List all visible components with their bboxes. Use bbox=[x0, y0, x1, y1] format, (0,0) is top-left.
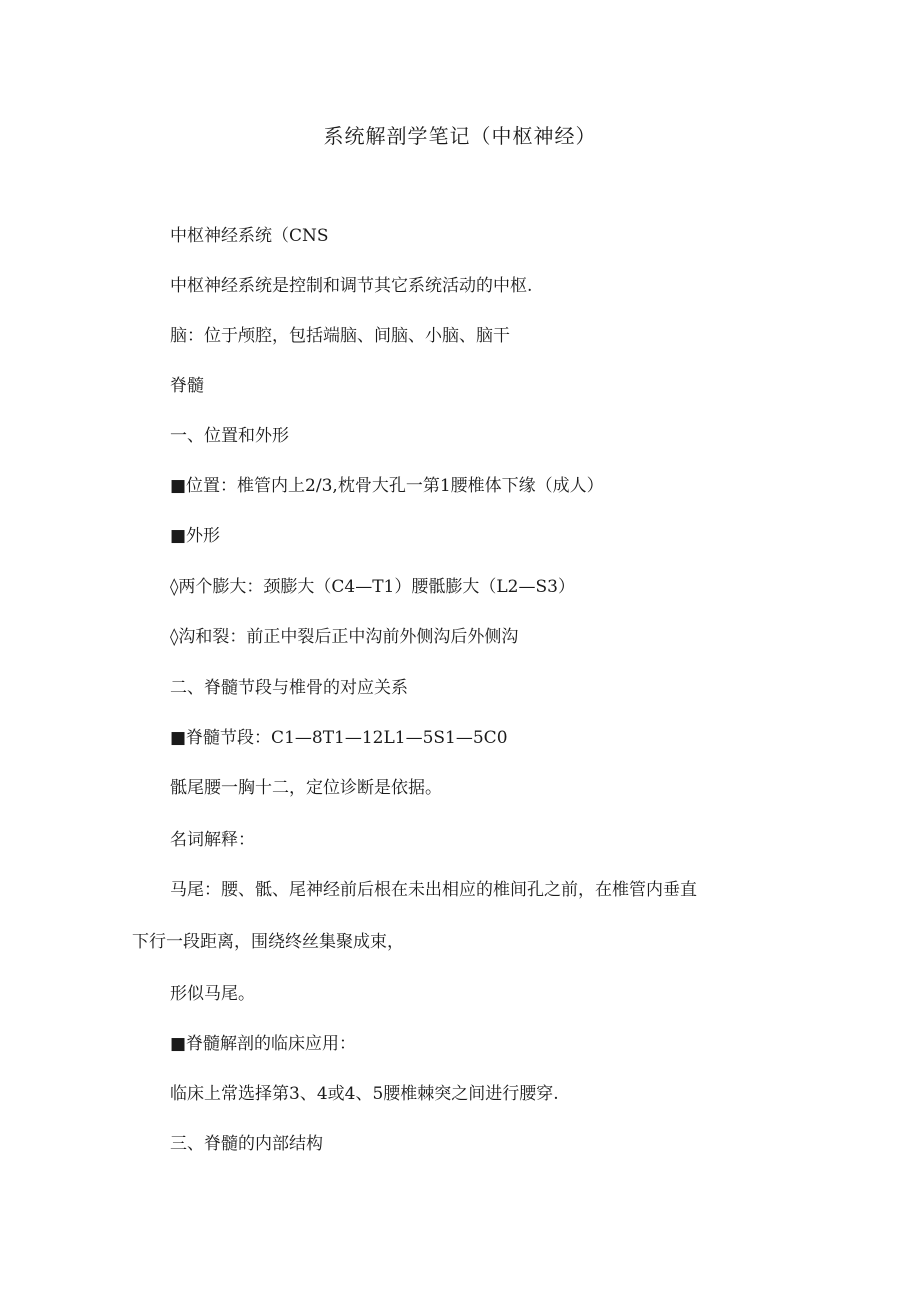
text-line: 中枢神经系统是控制和调节其它系统活动的中枢. bbox=[170, 276, 533, 296]
text-line: 临床上常选择第3、4或4、5腰椎棘突之间进行腰穿. bbox=[170, 1084, 559, 1104]
text-line: ◊沟和裂：前正中裂后正中沟前外侧沟后外侧沟 bbox=[170, 627, 519, 647]
text-line: ■位置：椎管内上2/3,枕骨大孔一第1腰椎体下缘（成人） bbox=[170, 476, 604, 496]
text-line: 形似马尾。 bbox=[170, 984, 255, 1004]
text-line: 名词解释： bbox=[170, 830, 255, 850]
text-line: 下行一段距离，围绕终丝集聚成束， bbox=[132, 932, 404, 952]
section-heading: 三、脊髓的内部结构 bbox=[170, 1134, 323, 1154]
text-line: ◊两个膨大：颈膨大（C4—T1）腰骶膨大（L2—S3） bbox=[170, 577, 575, 597]
section-heading: 一、位置和外形 bbox=[170, 426, 289, 446]
text-line: ■脊髓节段：C1—8T1—12L1—5S1—5C0 bbox=[170, 728, 508, 748]
text-line: 脑：位于颅腔，包括端脑、间脑、小脑、脑干 bbox=[170, 326, 510, 346]
section-heading: 二、脊髓节段与椎骨的对应关系 bbox=[170, 678, 408, 698]
text-line: 骶尾腰一胸十二，定位诊断是依据。 bbox=[170, 778, 442, 798]
text-line: ■脊髓解剖的临床应用： bbox=[170, 1034, 357, 1054]
document-title: 系统解剖学笔记（中枢神经） bbox=[323, 124, 597, 148]
text-line: 脊髓 bbox=[170, 376, 204, 396]
text-line: 中枢神经系统（CNS bbox=[170, 226, 329, 246]
text-line: 马尾：腰、骶、尾神经前后根在未出相应的椎间孔之前，在椎管内垂直 bbox=[170, 880, 697, 900]
text-line: ■外形 bbox=[170, 526, 221, 546]
